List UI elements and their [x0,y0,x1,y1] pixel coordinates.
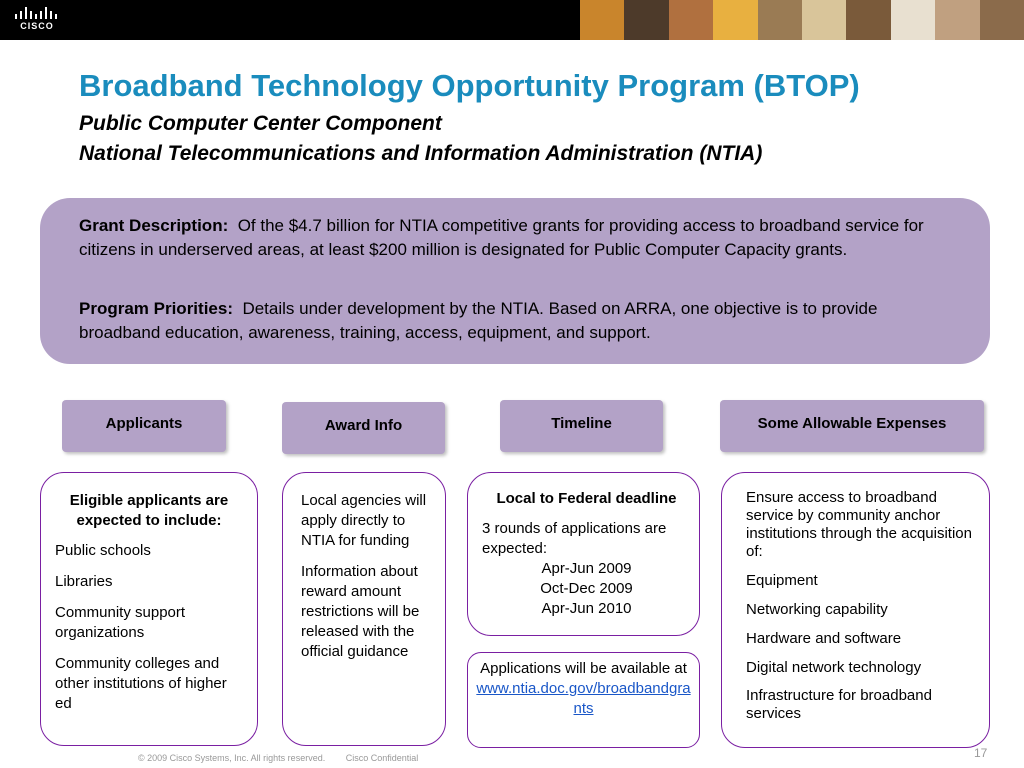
ntia-grants-link[interactable]: www.ntia.doc.gov/broadbandgrants [476,680,691,717]
slide-title: Broadband Technology Opportunity Program (BTOP) [79,68,860,103]
applicants-heading: Eligible applicants are expected to include: [69,492,229,529]
list-item: Community colleges and other institutions of higher ed [55,655,227,712]
header-band [70,0,580,40]
header-photo-tile [669,0,713,40]
timeline-round: Apr-Jun 2009 [541,560,632,577]
cisco-logo [0,0,70,40]
footer [138,753,436,763]
timeline-round: Apr-Jun 2010 [541,600,632,617]
expenses-box [721,472,990,748]
applicants-box [40,472,258,746]
list-item: Community support organizations [55,604,186,641]
header-photo-tile [891,0,935,40]
header-photo-tile [624,0,668,40]
expenses-intro: Ensure access to broadband service by community anchor institutions through the acquisition of: [746,489,972,560]
cisco-logo-text: CISCO [20,21,54,31]
list-item: Public schools [55,542,151,559]
list-item: Equipment [746,572,818,589]
slide-subtitle: Public Computer Center Component [79,112,442,135]
list-item: Networking capability [746,601,888,618]
list-item: Information about reward amount restrictions will be released with the official guidance [301,563,420,660]
list-item: Digital network technology [746,659,922,676]
header-photo-tile [846,0,890,40]
list-item: Hardware and software [746,630,902,647]
header-photo-strip [580,0,1024,40]
award-info-box [282,472,446,746]
footer-confidential: Cisco Confidential [345,753,419,763]
header-photo-tile [980,0,1024,40]
cisco-bars-icon [14,7,58,21]
grant-panel [40,198,990,364]
list-item: Local agencies will apply directly to NTIA for funding [301,492,427,549]
list-item: Infrastructure for broadband services [746,687,932,722]
header-photo-tile [580,0,624,40]
timeline-intro: 3 rounds of applications are expected: [482,520,667,557]
tab-award-info: Award Info [282,402,445,454]
grant-description-text: Of the $4.7 billion for NTIA competitive grants for providing access to broadband service for citizens in underserved areas, at least $200 million is designated for Public Computer Capacity grants. [79,216,924,259]
timeline-box [467,472,700,636]
program-priorities-label: Program Priorities: [79,299,233,318]
tab-applicants: Applicants [62,400,226,452]
header-photo-tile [802,0,846,40]
timeline-heading: Local to Federal deadline [496,490,677,507]
header-photo-tile [713,0,757,40]
header-photo-tile [935,0,979,40]
applications-text: Applications will be available at [480,660,687,677]
tab-allowable-expenses: Some Allowable Expenses [720,400,984,452]
grant-description-label: Grant Description: [79,216,229,235]
header-photo-tile [758,0,802,40]
applications-box [467,652,700,748]
program-priorities [79,297,949,345]
page-number: 17 [974,746,988,760]
tab-timeline: Timeline [500,400,663,452]
list-item: Libraries [55,573,113,590]
grant-description [79,214,949,262]
program-priorities-text: Details under development by the NTIA. Based on ARRA, one objective is to provide broadband education, awareness, training, access, equipment, and support. [79,299,878,342]
footer-copyright: © 2009 Cisco Systems, Inc. All rights reserved. [138,753,326,763]
top-banner [0,0,1024,40]
timeline-round: Oct-Dec 2009 [540,580,633,597]
slide-subtitle-2: National Telecommunications and Information Administration (NTIA) [79,142,763,165]
